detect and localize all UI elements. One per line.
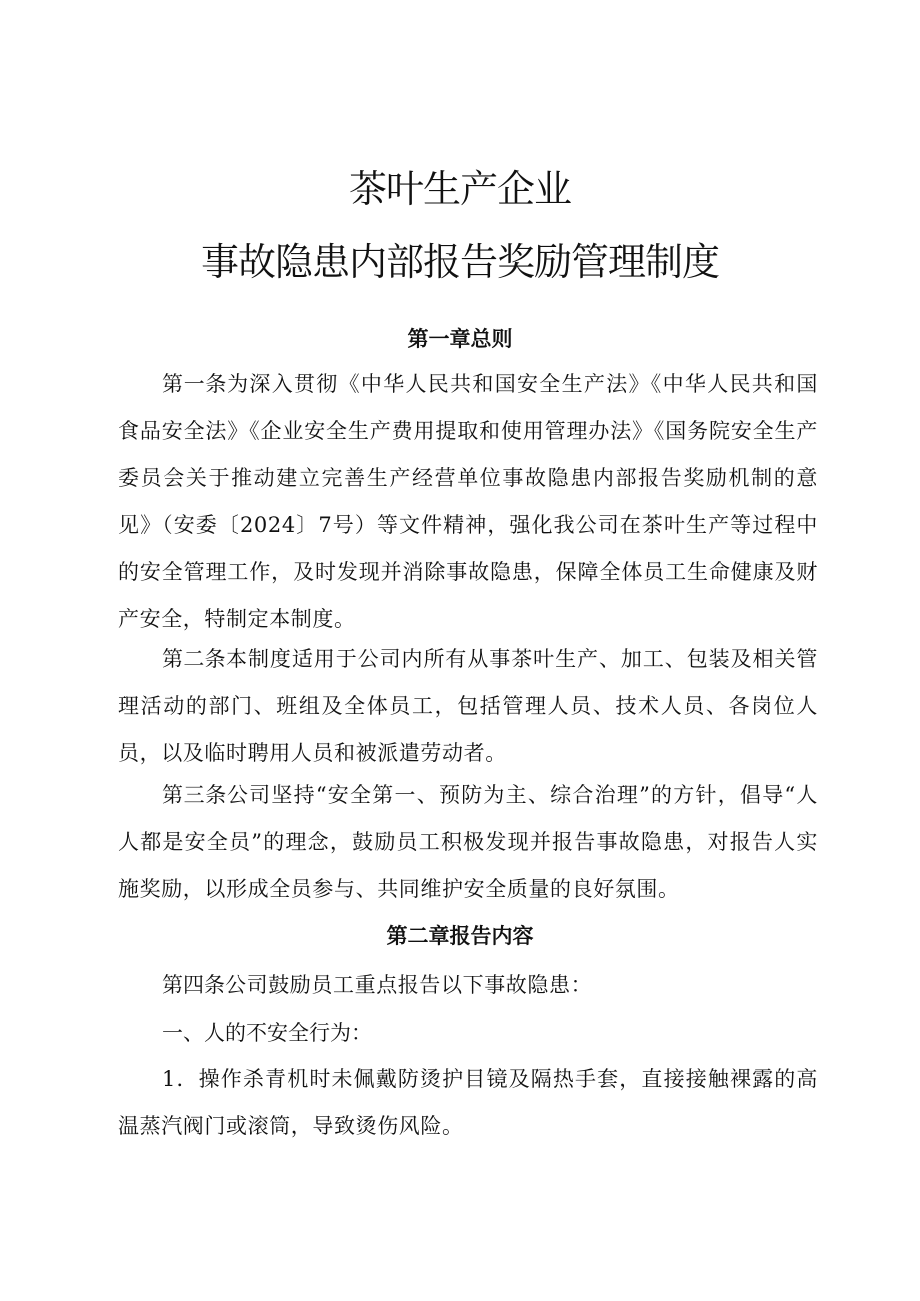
article-4-lead: 第四条 (162, 973, 225, 997)
article-3 (118, 772, 818, 913)
article-4 (118, 962, 818, 1009)
item-1: 1．操作杀青机时未佩戴防烫护目镜及隔热手套，直接接触裸露的高温蒸汽阀门或滚筒，导致烫伤风险。 (118, 1067, 818, 1138)
section-1-heading: 一、人的不安全行为： (162, 1021, 372, 1045)
article-2-text: 本制度适用于公司内所有从事茶叶生产、加工、包装及相关管理活动的部门、班组及全体员工，包括管理人员、技术人员、各岗位人员，以及临时聘用人员和被派遣劳动者。 (118, 647, 818, 765)
article-2 (118, 636, 818, 777)
article-1-lead: 第一条 (162, 372, 228, 396)
document-title-line-2: 事故隐患内部报告奖励管理制度 (200, 240, 719, 284)
document-title-line-1: 茶叶生产企业 (348, 167, 571, 211)
chapter-2-heading: 第二章报告内容 (386, 924, 534, 948)
article-3-lead: 第三条 (162, 783, 227, 807)
article-1 (118, 361, 818, 643)
article-2-lead: 第二条 (162, 647, 227, 671)
article-1-text: 为深入贯彻《中华人民共和国安全生产法》《中华人民共和国食品安全法》《企业安全生产费用提取和使用管理办法》《国务院安全生产委员会关于推动建立完善生产经营单位事故隐患内部报告奖励机制的意见》（安委〔2024〕7号）等文件精神，强化我公司在茶叶生产等过程中的安全管理工作，及时发现并消除事故隐患，保障全体员工生命健康及财产安全，特制定本制度。 (118, 372, 819, 631)
chapter-1-heading: 第一章总则 (407, 327, 513, 351)
article-3-text: 公司坚持“安全第一、预防为主、综合治理”的方针，倡导“人人都是安全员”的理念，鼓励员工积极发现并报告事故隐患，对报告人实施奖励，以形成全员参与、共同维护安全质量的良好氛围。 (118, 783, 818, 901)
article-4-text: 公司鼓励员工重点报告以下事故隐患： (225, 973, 593, 997)
